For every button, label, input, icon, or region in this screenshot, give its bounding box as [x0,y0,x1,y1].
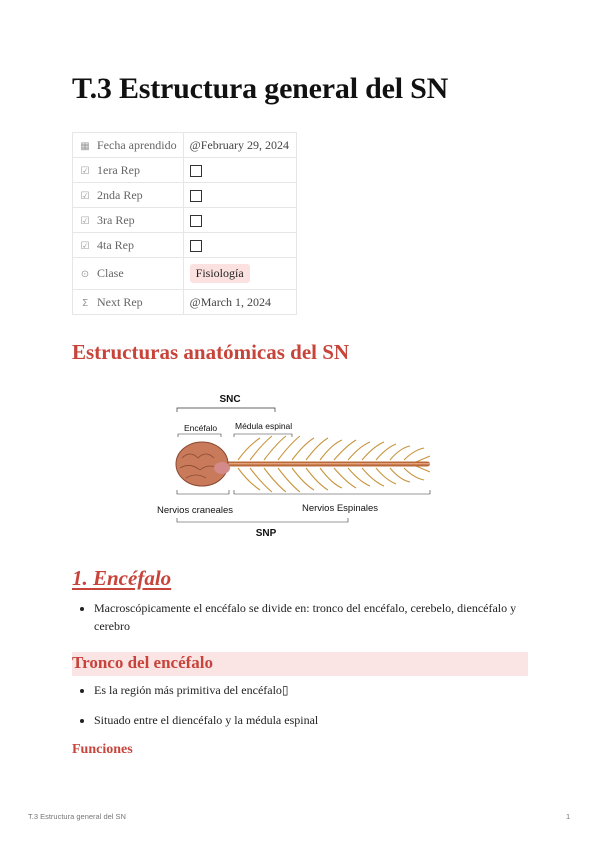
property-key: Clase [97,266,124,280]
property-row [73,258,297,290]
checkbox[interactable] [190,240,202,252]
heading-tronco: Tronco del encéfalo [72,653,214,672]
snc-label: SNC [219,394,241,405]
property-key: 3ra Rep [97,212,135,227]
checkbox-icon: ☑ [80,165,90,177]
property-key: 4ta Rep [97,237,134,252]
property-key: Fecha aprendido [97,137,177,152]
checkbox-icon: ☑ [80,190,90,202]
bullet-list [72,599,550,635]
heading-funciones: Funciones [72,742,133,757]
highlighted-heading [72,652,528,676]
sigma-icon: Σ [81,297,89,309]
select-icon: ⊙ [80,269,90,280]
property-value[interactable]: @February 29, 2024 [183,133,296,158]
property-row [73,158,297,183]
property-row [73,183,297,208]
snc-bracket [177,408,275,412]
property-row [73,290,297,315]
properties-table [72,132,297,315]
medula-label: Médula espinal [235,421,293,431]
snp-label: SNP [255,528,277,539]
property-value: @March 1, 2024 [183,290,296,315]
list-item: • Macroscópicamente el encéfalo se divide en: tronco del encéfalo, cerebelo, diencéfalo y cerebro [94,599,550,635]
encefalo-label: Encéfalo [184,423,218,433]
footer-title: T.3 Estructura general del SN [28,812,126,821]
checkbox-icon: ☑ [80,215,90,227]
page-title: T.3 Estructura general del SN [72,72,449,105]
heading-encefalo: 1. Encéfalo [72,566,172,590]
list-item: • Situado entre el diencéfalo y la médula espinal [94,711,550,729]
checkbox[interactable] [190,190,202,202]
class-tag[interactable]: Fisiología [190,264,250,283]
property-row [73,233,297,258]
calendar-icon: ▦ [80,140,90,152]
property-row [73,133,297,158]
section-heading: Estructuras anatómicas del SN [72,340,350,364]
property-key: 1era Rep [97,162,140,177]
list-item: • Es la región más primitiva del encéfalo▯ [94,681,550,699]
checkbox[interactable] [190,215,202,227]
checkbox-icon: ☑ [80,240,90,252]
page-number: 1 [566,812,571,821]
bullet-list [72,681,550,729]
nervios-espinales-label: Nervios Espinales [302,503,379,514]
property-key: Next Rep [97,294,143,309]
property-row [73,208,297,233]
property-key: 2nda Rep [97,187,143,202]
nervous-system-figure [150,388,440,540]
checkbox[interactable] [190,165,202,177]
nervios-craneales-label: Nervios craneales [157,505,234,516]
snp-bracket [177,518,348,522]
